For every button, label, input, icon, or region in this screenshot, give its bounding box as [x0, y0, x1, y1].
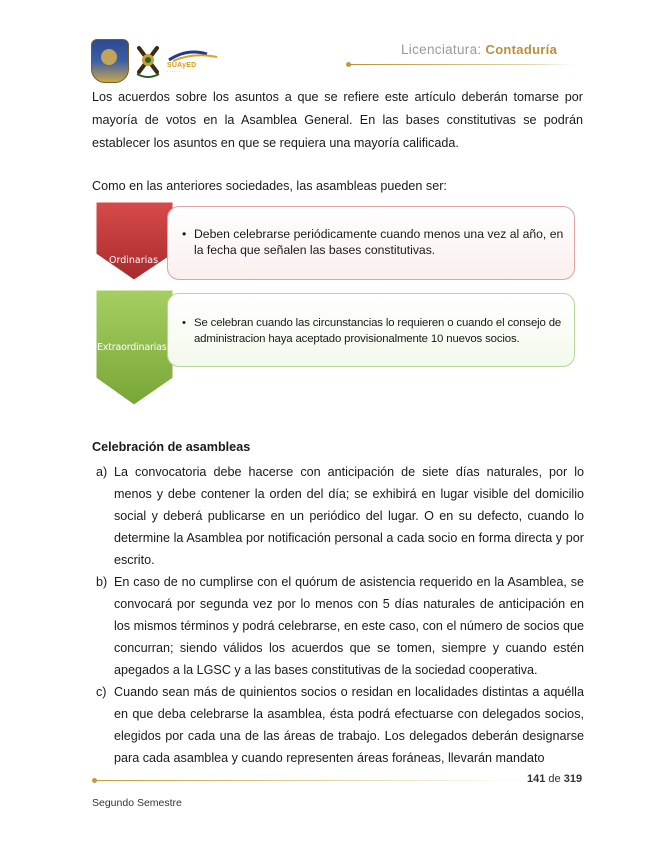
chevron-ordinarias: [96, 202, 173, 280]
list-item-text: Cuando sean más de quinientos socios o residan en localidades distintas a aquélla en que deba celebrarse la asamblea, ésta podrá efectuarse con delegados socios, elegidos por cada una de las áreas de trabajo. Los delegados deberán designarse para cada asamblea y cuando representen áreas foráneas, llevarán mandato: [114, 685, 584, 765]
list-item: [96, 571, 584, 681]
unam-logo: [91, 39, 129, 83]
program-name: Contaduría: [485, 42, 558, 57]
semester-label: Segundo Semestre: [92, 797, 182, 809]
ordinarias-box: [167, 206, 575, 280]
page-total: 319: [563, 773, 583, 785]
section-title: Celebración de asambleas: [92, 440, 251, 454]
footer-rule: [95, 780, 525, 781]
chevron-label-ordinarias: Ordinarias: [109, 255, 159, 266]
list-item-text: En caso de no cumplirse con el quórum de asistencia requerido en la Asamblea, se convocará por segunda vez por lo menos con 5 días naturales de anticipación en los mismos términos y podrá celebrarse, en este caso, con el número de socios que concurran; siendo válidos los acuerdos que se tomen, siempre y cuando estén apegados a la LGSC y a las bases constitutivas de la sociedad cooperativa.: [114, 575, 584, 677]
header-logos: [91, 38, 227, 84]
program-prefix: Licenciatura:: [401, 42, 486, 57]
list-item: [96, 461, 584, 571]
header-rule: [349, 64, 575, 65]
bullet-icon: •: [182, 227, 187, 241]
celebracion-list: [96, 461, 584, 769]
program-header: [401, 42, 557, 57]
chevron-label-extraordinarias: Extraordinarias: [97, 342, 167, 353]
list-marker: a): [96, 465, 108, 479]
list-item: [96, 681, 584, 769]
extraordinarias-box: [167, 293, 575, 367]
fca-logo: [135, 44, 161, 78]
asambleas-diagram: [93, 202, 578, 407]
page-current: 141: [527, 773, 546, 785]
bullet-icon: •: [182, 317, 186, 329]
suayed-label: SUAyED: [167, 62, 197, 69]
list-item-text: La convocatoria debe hacerse con anticipación de siete días naturales, por lo menos y debe contener la orden del día; se exhibirá en lugar visible del domicilio social y deberá publicarse en un periódico del lugar. O en su defecto, cuando lo determine la Asamblea por notificación personal a cada socio en forma directa y por escrito.: [114, 465, 584, 567]
ordinarias-text: Deben celebrarse periódicamente cuando menos una vez al año, en la fecha que señalen las bases constitutivas.: [194, 227, 564, 257]
paragraph-intro-asambleas: Como en las anteriores sociedades, las asambleas pueden ser:: [92, 179, 447, 193]
suayed-logo: [167, 41, 227, 81]
page-number: [527, 773, 582, 785]
paragraph-acuerdos: Los acuerdos sobre los asuntos a que se refiere este artículo deberán tomarse por mayoría de votos en la Asamblea General. En las bases constitutivas se podrán establecer los asuntos en que se requiera una mayoría calificada.: [92, 90, 583, 150]
list-marker: b): [96, 575, 108, 589]
list-marker: c): [96, 685, 107, 699]
page-of: de: [545, 773, 564, 785]
suayed-sub: · · · · · ·: [167, 69, 181, 74]
extraordinarias-text: Se celebran cuando las circunstancias lo requieren o cuando el consejo de administracion haya aceptado provisionalmente 10 nuevos socios.: [194, 317, 562, 345]
